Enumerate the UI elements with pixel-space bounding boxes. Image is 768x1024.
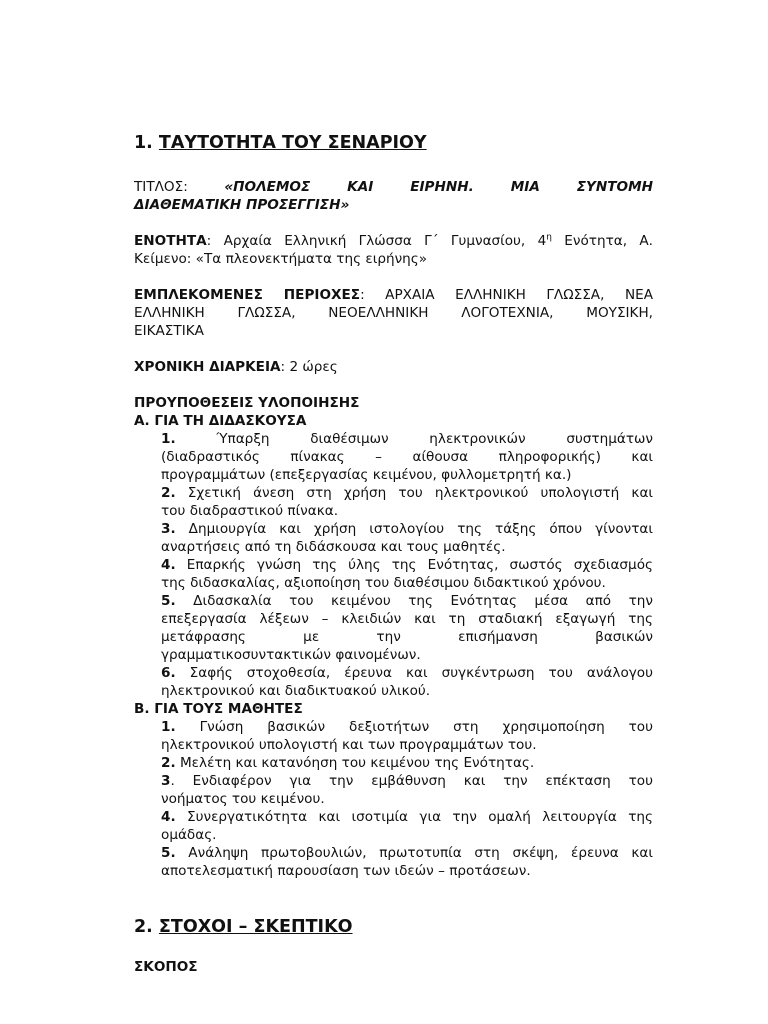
item-line: Ανάληψη πρωτοβουλιών, πρωτοτυπία στη σκέψη, έρευνα και [188, 845, 653, 861]
purpose-title: ΣΚΟΠΟΣ [134, 959, 198, 975]
item-line: γραμματικοσυντακτικών φαινομένων. [161, 647, 421, 663]
unit-label: ΕΝΟΤΗΤΑ [134, 233, 207, 249]
item-line: . Ενδιαφέρον για την εμβάθυνση και την επέκταση του [170, 773, 653, 789]
item-line: Γνώση βασικών δεξιοτήτων στη χρησιμοποίηση του [199, 719, 653, 735]
section-1-number: 1. [134, 133, 153, 153]
section-1-heading [134, 134, 427, 152]
item-line: προγραμμάτων (επεξεργασίας κειμένου, φυλλομετρητή κα.) [161, 467, 572, 483]
item-line: ηλεκτρονικού υπολογιστή και των προγραμμάτων του. [161, 737, 537, 753]
item-number: 3. [161, 521, 176, 537]
areas-line3: ΕΙΚΑΣΤΙΚΑ [134, 323, 204, 339]
item-number: 4. [161, 809, 176, 825]
item-line: Σαφής στοχοθεσία, έρευνα και συγκέντρωση του ανάλογου [189, 665, 653, 681]
title-paragraph [134, 178, 653, 214]
item-line: Μελέτη και κατανόηση του κειμένου της Ενότητας. [179, 755, 535, 771]
item-number: 1. [161, 719, 176, 735]
item-line: Διδασκαλία του κειμένου της Ενότητας μέσα από την [193, 593, 654, 609]
item-line: του διαδραστικού πίνακα. [161, 503, 339, 519]
section-2-title: ΣΤΟΧΟΙ – ΣΚΕΠΤΙΚΟ [158, 917, 353, 937]
item-line: ηλεκτρονικού και διαδικτυακού υλικού. [161, 683, 431, 699]
title-value-line1: «ΠΟΛΕΜΟΣ ΚΑΙ ΕΙΡΗΝΗ. ΜΙΑ ΣΥΝΤΟΜΗ [224, 179, 653, 195]
areas-line1: : ΑΡΧΑΙΑ ΕΛΛΗΝΙΚΗ ΓΛΩΣΣΑ, ΝΕΑ [360, 287, 653, 303]
item-line: επεξεργασία λέξεων – κλειδιών και τη σταδιακή εξαγωγή της [161, 611, 653, 627]
list-item-a5 [161, 592, 653, 664]
item-number: 2. [161, 485, 176, 501]
item-number: 2. [161, 755, 176, 771]
item-line: αναρτήσεις από τη διδάσκουσα και τους μαθητές. [161, 539, 506, 555]
unit-text2: Ενότητα, Α. [551, 233, 653, 249]
list-item-a2 [161, 484, 653, 520]
item-number: 3 [161, 773, 171, 789]
unit-paragraph [134, 232, 653, 268]
section-2-heading [134, 918, 353, 936]
list-item-b4 [161, 808, 653, 844]
list-item-b3 [161, 772, 653, 808]
section-2-number: 2. [134, 917, 153, 937]
duration-paragraph [134, 358, 653, 376]
item-line: μετάφρασης με την επισήμανση βασικών [161, 629, 653, 645]
title-value-line2: ΔΙΑΘΕΜΑΤΙΚΗ ΠΡΟΣΕΓΓΙΣΗ» [134, 197, 350, 213]
areas-label: ΕΜΠΛΕΚΟΜΕΝΕΣ ΠΕΡΙΟΧΕΣ [134, 287, 361, 303]
item-number: 1. [161, 431, 176, 447]
item-number: 5. [161, 845, 176, 861]
list-item-a6 [161, 664, 653, 700]
item-line: Σχετική άνεση στη χρήση του ηλεκτρονικού υπολογιστή και [187, 485, 653, 501]
item-line: ομάδας. [161, 827, 217, 843]
list-item-a3 [161, 520, 653, 556]
group-b-title: Β. ΓΙΑ ΤΟΥΣ ΜΑΘΗΤΕΣ [134, 701, 303, 717]
duration-value: : 2 ώρες [280, 359, 338, 375]
item-number: 6. [161, 665, 176, 681]
areas-paragraph [134, 286, 653, 340]
item-line: νοήματος του κειμένου. [161, 791, 325, 807]
list-item-b5 [161, 844, 653, 880]
list-item-b1 [161, 718, 653, 754]
unit-sup: η [546, 232, 552, 243]
unit-text1: : Αρχαία Ελληνική Γλώσσα Γ΄ Γυμνασίου, 4 [206, 233, 547, 249]
unit-line2: Κείμενο: «Τα πλεονεκτήματα της ειρήνης» [134, 251, 428, 267]
item-line: Συνεργατικότητα και ισοτιμία για την ομαλή λειτουργία της [187, 809, 653, 825]
group-a-title: Α. ΓΙΑ ΤΗ ΔΙΔΑΣΚΟΥΣΑ [134, 413, 307, 429]
section-1-title: ΤΑΥΤΟΤΗΤΑ ΤΟΥ ΣΕΝΑΡΙΟΥ [158, 133, 427, 153]
prerequisites-title: ΠΡΟΥΠΟΘΕΣΕΙΣ ΥΛΟΠΟΙΗΣΗΣ [134, 395, 360, 411]
item-line: αποτελεσματική παρουσίαση των ιδεών – προτάσεων. [161, 863, 531, 879]
duration-label: ΧΡΟΝΙΚΗ ΔΙΑΡΚΕΙΑ [134, 359, 281, 375]
areas-line2: ΕΛΛΗΝΙΚΗ ΓΛΩΣΣΑ, ΝΕΟΕΛΛΗΝΙΚΗ ΛΟΓΟΤΕΧΝΙΑ, ΜΟΥΣΙΚΗ, [134, 305, 653, 321]
list-item-a4 [161, 556, 653, 592]
item-line: Επαρκής γνώση της ύλης της Ενότητας, σωστός σχεδιασμός [186, 557, 653, 573]
list-item-b2 [161, 754, 653, 772]
title-label: ΤΙΤΛΟΣ: [134, 179, 188, 195]
item-number: 5. [161, 593, 176, 609]
item-number: 4. [161, 557, 176, 573]
item-line: Δημιουργία και χρήση ιστολογίου της τάξης όπου γίνονται [188, 521, 653, 537]
list-item-a1 [161, 430, 653, 484]
item-line: (διαδραστικός πίνακας – αίθουσα πληροφορικής) και [161, 449, 653, 465]
item-line: της διδασκαλίας, αξιοποίηση του διαθέσιμου διδακτικού χρόνου. [161, 575, 606, 591]
item-line: Ύπαρξη διαθέσιμων ηλεκτρονικών συστημάτων [216, 431, 653, 447]
